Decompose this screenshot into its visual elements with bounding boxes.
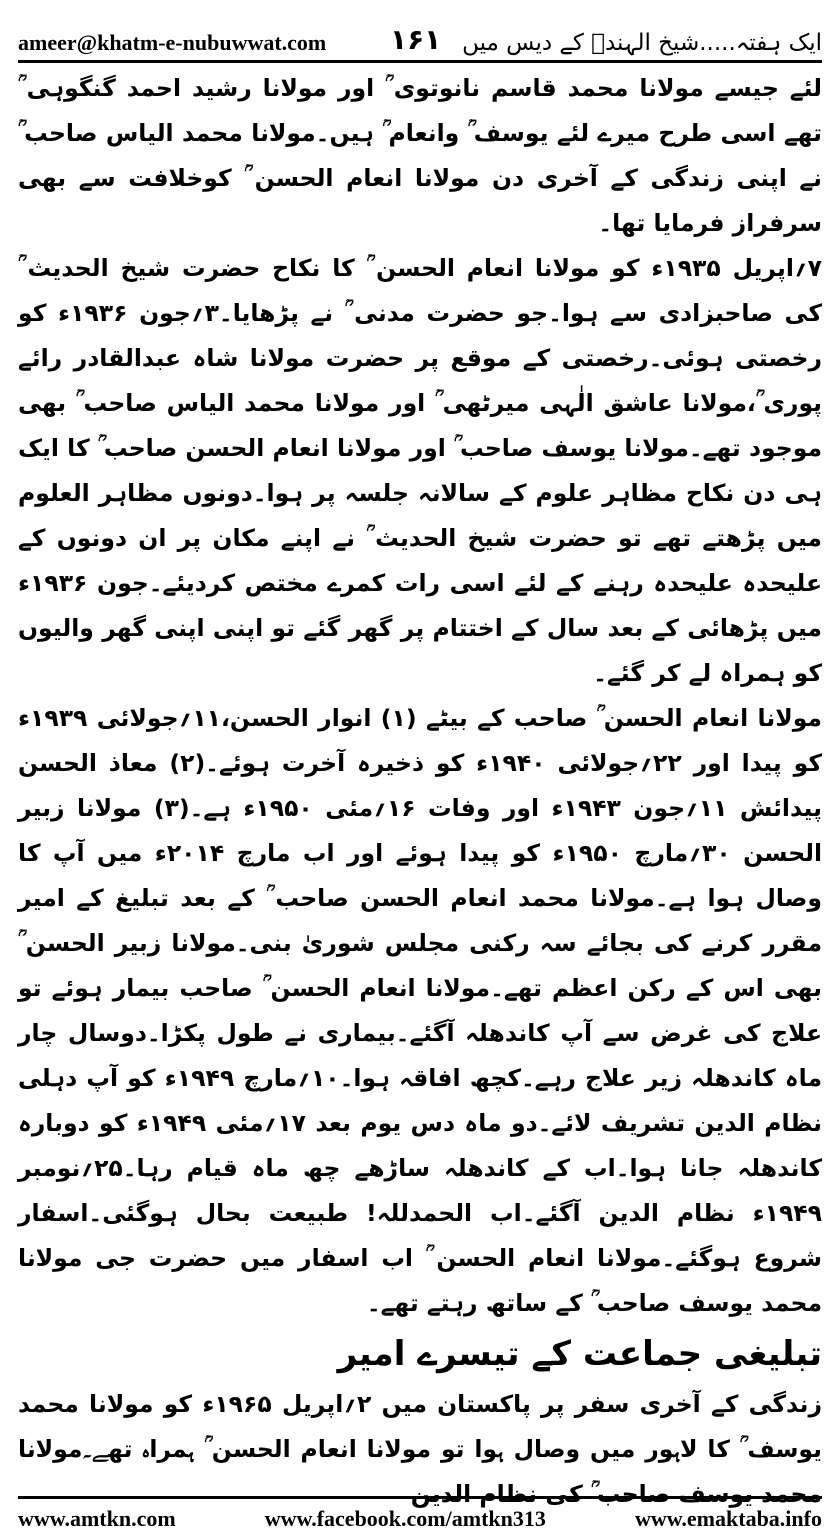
paragraph-2: ۷؍اپریل ۱۹۳۵ء کو مولانا انعام الحسن ؒ کا نکاح حضرت شیخ الحدیث ؒ کی صاحبزادی سے ہوا۔جو حضرت مدنی ؒ نے پڑھایا۔۳؍جون ۱۹۳۶ء کو رخصتی ہوئی۔رخصتی کے موقع پر حضرت مولانا شاہ عبدالقادر رائے پوری ؒ،مولانا عاشق الٰہی میرٹھی ؒ اور مولانا محمد الیاس صاحب ؒ بھی موجود تھے۔مولانا یوسف صاحب ؒ اور مولانا انعام الحسن صاحب ؒ کا ایک ہی دن نکاح مظاہر علوم کے سالانہ جلسہ پر ہوا۔دونوں مظاہر العلوم میں پڑھتے تھے تو حضرت شیخ الحدیث ؒ نے اپنے مکان پر ان دونوں کے علیحدہ علیحدہ رہنے کے لئے اسی رات کمرے مختص کردیئے۔جون ۱۹۳۶ء میں پڑھائی کے بعد سال کے اختتام پر گھر گئے تو اپنی اپنی گھر والیوں کو ہمراہ لے کر گئے۔ xyxy=(18,254,823,687)
running-title: ایک ہفتہ.....شیخ الہندؒ کے دیس میں xyxy=(462,30,822,56)
footer-link-amtkn[interactable]: www.amtkn.com xyxy=(18,1506,176,1531)
section-heading: تبلیغی جماعت کے تیسرے امیر xyxy=(337,1334,822,1374)
header-email[interactable]: ameer@khatm-e-nubuwwat.com xyxy=(18,30,327,55)
footer-link-emaktaba[interactable]: www.emaktaba.info xyxy=(634,1506,822,1531)
page-header xyxy=(18,14,822,63)
paragraph-1: لئے جیسے مولانا محمد قاسم نانوتوی ؒ اور مولانا رشید احمد گنگوہی ؒ تھے اسی طرح میرے لئے یوسف ؒ وانعام ؒ ہیں۔مولانا محمد الیاس صاحب ؒ نے اپنی زندگی کے آخری دن مولانا انعام الحسن ؒ کوخلافت سے بھی سرفراز فرمایا تھا۔ xyxy=(18,74,822,237)
paragraph-4: زندگی کے آخری سفر پر پاکستان میں ۲؍اپریل ۱۹۶۵ء کو مولانا محمد یوسف ؒ کا لاہور میں وصال ہوا تو مولانا انعام الحسن ؒ ہمراہ تھے۔مولانا محمد یوسف صاحب ؒ کی نظام الدین xyxy=(18,1390,822,1508)
body-text xyxy=(18,66,822,1517)
paragraph-3: مولانا انعام الحسن ؒ صاحب کے بیٹے (۱) انوار الحسن،۱۱؍جولائی ۱۹۳۹ء کو پیدا اور ۲۲؍جولائی ۱۹۴۰ء کو ذخیرہ آخرت ہوئے۔(۲) معاذ الحسن پیدائش ۱۱؍جون ۱۹۴۳ء اور وفات ۱۶؍مئی ۱۹۵۰ء ہے۔(۳) مولانا زبیر الحسن ۳۰؍مارچ ۱۹۵۰ء کو پیدا ہوئے اور اب مارچ ۲۰۱۴ء میں آپ کا وصال ہوا ہے۔مولانا محمد انعام الحسن صاحب ؒ کے بعد تبلیغ کے امیر مقرر کرنے کی بجائے سہ رکنی مجلس شوریٰ بنی۔مولانا زبیر الحسن ؒ بھی اس کے رکن اعظم تھے۔مولانا انعام الحسن ؒ صاحب بیمار ہوئے تو علاج کی غرض سے آپ کاندھلہ آگئے۔بیماری نے طول پکڑا۔دوسال چار ماہ کاندھلہ زیر علاج رہے۔کچھ افاقہ ہوا۔۱۰؍مارچ ۱۹۴۹ء کو آپ دہلی نظام الدین تشریف لائے۔دو ماہ دس یوم بعد ۱۷؍مئی ۱۹۴۹ء کو دوبارہ کاندھلہ جانا ہوا۔اب کے کاندھلہ ساڑھے چھ ماہ قیام رہا۔۲۵؍نومبر ۱۹۴۹ء نظام الدین آگئے۔اب الحمدللہ! طبیعت بحال ہوگئی۔اسفار شروع ہوگئے۔مولانا انعام الحسن ؒ اب اسفار میں حضرت جی مولانا محمد یوسف صاحب ؒ کے ساتھ رہتے تھے۔ xyxy=(18,704,823,1317)
page-footer xyxy=(18,1496,822,1539)
footer-link-facebook[interactable]: www.facebook.com/amtkn313 xyxy=(264,1506,546,1531)
page-number: ۱۶۱ xyxy=(390,23,442,56)
